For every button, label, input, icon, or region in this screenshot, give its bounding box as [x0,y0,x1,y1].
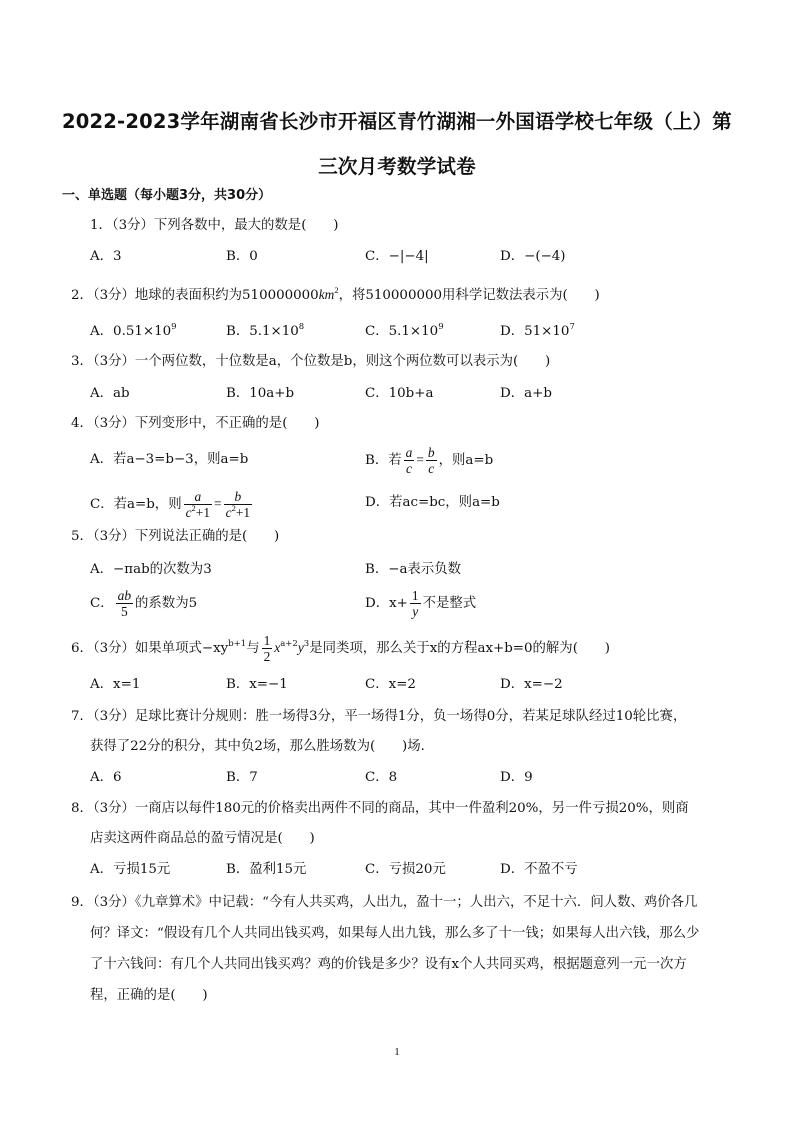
q4b-equals: = [416,452,424,467]
q5d-den: y [412,604,419,619]
q2-c-exp: 9 [438,322,444,332]
q4-option-a: A．若a−3=b−3，则a=b [90,452,249,467]
q4c-left-den-tail: +1 [195,505,211,520]
q4c-right-den-exp: 2 [231,503,236,513]
q5d-fraction [410,588,421,619]
q4-option-c [90,486,254,523]
q5-option-a: A．−πab的次数为3 [90,562,212,577]
page-title-line1: 2022-2023学年湖南省长沙市开福区青竹湖湘一外国语学校七年级（上）第 [61,110,733,133]
q6-exp2: a+2 [280,639,298,649]
page-title-line2: 三次月考数学试卷 [318,155,476,178]
q2-unit-exp: 2 [334,285,339,295]
q4-b-pre: B．若 [365,453,402,468]
q4b-right-den: c [428,461,435,476]
q6-option-b: B．x=−1 [226,677,288,692]
q4b-right-fraction [426,445,437,476]
question-9-stem-line1: 9．（3分）《九章算术》中记载：“今有人共买鸡，人出九，盈十一；人出六，不足十六．问人数、鸡价各几 [71,895,698,910]
q6-x: x [274,640,281,655]
q8-option-b: B．盈利15元 [226,862,307,877]
question-8-stem-line1: 8．（3分）一商店以每件180元的价格卖出两件不同的商品，其中一件盈利20%，另一件亏损20%，则商 [71,801,689,816]
q1-option-d: D．−(−4) [500,249,566,264]
q2-a-exp: 9 [171,322,177,332]
q2-option-a [90,323,177,341]
question-2-stem [71,286,600,305]
q5c-den: 5 [120,604,128,619]
question-6-stem [71,630,610,667]
q8-option-d: D．不盈不亏 [500,862,578,877]
q6-fraction [262,633,273,664]
q4-option-d: D．若ac=bc，则a=b [365,495,500,510]
q5-c-post: 的系数为5 [135,596,198,611]
question-9-stem-line2: 何？译文：“假设有几个人共同出钱买鸡，如果每人出九钱，那么多了十一钱；如果每人出六钱，那么少 [90,926,700,941]
q5-option-b: B．−a表示负数 [365,562,461,577]
q5d-num: 1 [411,588,419,603]
q2-d-text: D．51×10 [500,324,570,339]
q6-stem-pre: 6．（3分）如果单项式−xy [71,641,229,656]
q1-option-c: C．−|−4| [365,249,429,264]
q8-option-c: C．亏损20元 [365,862,446,877]
q4c-left-fraction [184,489,212,520]
q5-d-post: 不是整式 [422,596,477,611]
q5c-fraction [116,588,133,619]
q3-option-c: C．10b+a [365,386,434,401]
q4-c-pre: C．若a=b，则 [90,497,182,512]
q2-option-c [365,323,444,341]
page-number: 1 [394,1046,400,1058]
q8-option-a: A．亏损15元 [90,862,171,877]
question-9-stem-line4: 程，正确的是( ) [90,988,208,1003]
q4c-right-fraction [224,489,252,520]
question-4-stem: 4．（3分）下列变形中，不正确的是( ) [71,416,320,431]
q4-option-b [365,442,493,479]
q6-stem-post: 是同类项，那么关于x的方程ax+b=0的解为( ) [309,641,610,656]
q2-a-text: A．0.51×10 [90,324,172,339]
q2-unit: km [318,287,335,302]
q7-option-d: D．9 [500,770,533,785]
question-3-stem: 3．（3分）一个两位数，十位数是a，个位数是b，则这个两位数可以表示为( ) [71,354,551,369]
q4c-left-num: a [184,489,212,505]
q2-b-text: B．5.1×10 [226,324,299,339]
q7-option-c: C．8 [365,770,398,785]
question-7-stem-line2: 获得了22分的积分，其中负2场，那么胜场数为( )场． [90,739,434,754]
q4c-right-den-tail: +1 [235,505,251,520]
question-9-stem-line3: 了十六钱问：有几个人共同出钱买鸡？鸡的价钱是多少？设有x个人共同买鸡，根据题意列一元一次方 [90,957,687,972]
q5-option-c [90,586,197,622]
q4c-right-den-c: c [225,505,232,520]
q4c-right-num: b [224,489,252,505]
q2-d-exp: 7 [569,322,575,332]
q6-exp3: 3 [303,639,310,649]
q4c-equals: = [214,496,222,511]
q6-y: y [297,640,304,655]
q4c-left-den-c: c [185,505,192,520]
q4-b-post: ，则a=b [438,453,494,468]
q2-stem-post: ，将510000000用科学记数法表示为( ) [338,288,600,303]
question-1-stem: 1．（3分）下列各数中，最大的数是( ) [90,218,339,233]
q6-option-c: C．x=2 [365,677,416,692]
q6-exp1: b+1 [228,639,247,649]
section-heading: 一、单选题（每小题3分，共30分） [62,188,272,203]
question-5-stem: 5．（3分）下列说法正确的是( ) [71,529,280,544]
q4c-left-den-exp: 2 [191,503,196,513]
q6-num: 1 [263,633,271,648]
q5c-num: ab [117,588,132,603]
q6-option-a: A．x=1 [90,677,141,692]
q4c-left-den [184,505,212,520]
q7-option-a: A．6 [90,770,122,785]
question-8-stem-line2: 店卖这两件商品总的盈亏情况是( ) [90,831,315,846]
q6-den: 2 [263,649,271,664]
q4b-left-den: c [406,461,412,476]
question-7-stem-line1: 7．（3分）足球比赛计分规则：胜一场得3分，平一场得1分，负一场得0分，若某足球队经过10轮比赛， [71,709,687,724]
q5-option-d [365,586,476,622]
q2-c-text: C．5.1×10 [365,324,439,339]
q6-stem-mid: 与 [246,641,260,656]
q5-d-pre: D．x+ [365,596,408,611]
q2-option-b [226,323,304,341]
q3-option-d: D．a+b [500,386,552,401]
q4b-left-num: a [405,445,413,460]
q4b-right-num: b [427,445,435,460]
q2-stem-pre: 2．（3分）地球的表面积约为510000000 [71,288,319,303]
q5-c-pre: C． [90,596,114,611]
q2-b-exp: 8 [298,322,305,332]
q7-option-b: B．7 [226,770,258,785]
q6-option-d: D．x=−2 [500,677,563,692]
q1-option-a: A．3 [90,249,122,264]
q1-option-b: B．0 [226,249,258,264]
q2-option-d [500,323,575,341]
q4b-left-fraction [404,445,415,476]
q3-option-a: A．ab [90,386,130,401]
q4c-right-den [224,505,252,520]
q3-option-b: B．10a+b [226,386,295,401]
